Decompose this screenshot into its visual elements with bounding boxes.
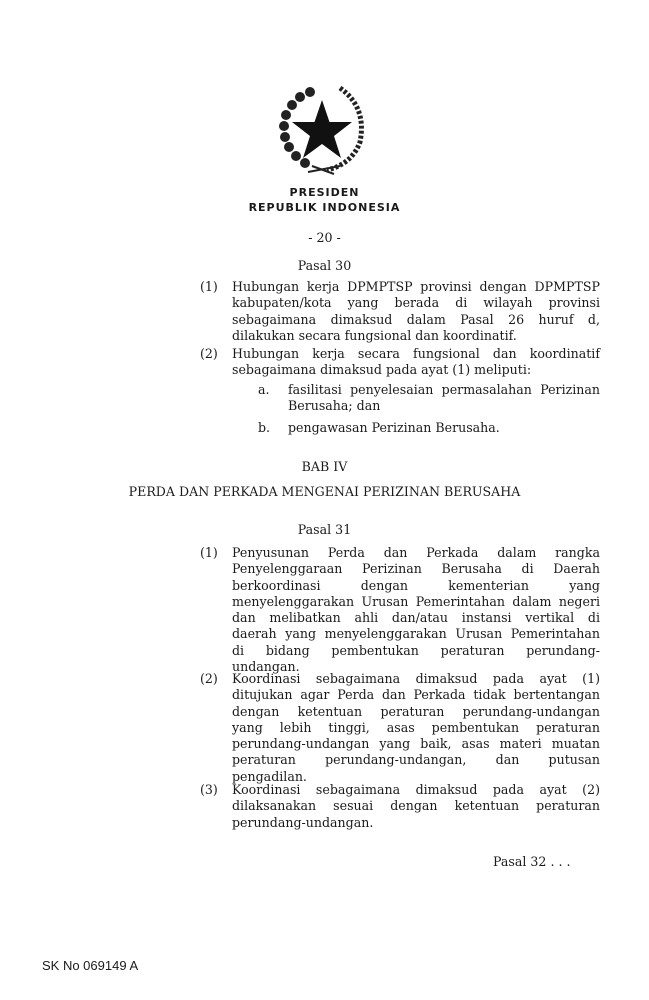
sub-item-letter: a.	[258, 382, 270, 397]
ayat-text	[232, 279, 600, 344]
text-line: pengadilan.	[232, 768, 307, 784]
bab-subtitle: PERDA DAN PERKADA MENGENAI PERIZINAN BERUSAHA	[128, 484, 521, 499]
text-line: Penyusunan Perda dan Perkada dalam rangka	[232, 545, 600, 560]
text-line: undangan.	[232, 659, 300, 675]
ayat-number: (3)	[200, 782, 218, 797]
next-page-indicator: Pasal 32 . . .	[493, 854, 571, 869]
text-line: dan melibatkan ahli dan/atau instansi vertikal di	[232, 610, 600, 626]
text-line: perundang-undangan yang baik, asas materi muatan	[232, 736, 600, 752]
text-line: pengawasan Perizinan Berusaha.	[288, 420, 500, 435]
pasal-30-title: Pasal 30	[297, 258, 352, 273]
pasal-31-title: Pasal 31	[297, 522, 352, 537]
header-presiden: PRESIDEN	[289, 186, 360, 199]
text-line: ditujukan agar Perda dan Perkada tidak bertentangan	[232, 687, 600, 703]
sub-item-letter: b.	[258, 420, 271, 435]
text-line: Hubungan kerja secara fungsional dan koordinatif	[232, 346, 600, 361]
text-line: kabupaten/kota yang berada di wilayah provinsi	[232, 295, 600, 311]
ayat-number: (1)	[200, 545, 218, 560]
text-line: dengan ketentuan peraturan perundang-undangan	[232, 703, 600, 719]
text-line: yang lebih tinggi, asas pembentukan peraturan	[232, 719, 600, 735]
ayat-number: (2)	[200, 346, 218, 361]
ayat-text	[232, 671, 600, 785]
ayat-text	[232, 782, 600, 831]
footer-document-number: SK No 069149 A	[42, 958, 139, 973]
ayat-text	[232, 545, 600, 675]
text-line: sebagaimana dimaksud dalam Pasal 26 huruf d,	[232, 311, 600, 327]
sub-item-text	[288, 382, 600, 415]
page-number: - 20 -	[308, 230, 341, 245]
ayat-number: (2)	[200, 671, 218, 686]
text-line: berkoordinasi dengan kementerian yang	[232, 577, 600, 593]
garuda-emblem-icon	[272, 82, 372, 182]
text-line: dilaksanakan sesuai dengan ketentuan peraturan	[232, 798, 600, 814]
ayat-text	[232, 346, 600, 379]
text-line: sebagaimana dimaksud pada ayat (1) meliputi:	[232, 362, 532, 378]
sub-item-text	[288, 420, 600, 436]
text-line: di bidang pembentukan peraturan perundang-	[232, 642, 600, 658]
text-line: menyelenggarakan Urusan Pemerintahan dalam negeri	[232, 593, 600, 609]
text-line: fasilitasi penyelesaian permasalahan Perizinan	[288, 382, 600, 397]
text-line: Koordinasi sebagaimana dimaksud pada ayat (2)	[232, 782, 600, 797]
text-line: dilakukan secara fungsional dan koordinatif.	[232, 327, 517, 343]
text-line: Koordinasi sebagaimana dimaksud pada ayat (1)	[232, 671, 600, 686]
header-republik-indonesia: REPUBLIK INDONESIA	[248, 201, 401, 214]
text-line: daerah yang menyelenggarakan Urusan Pemerintahan	[232, 626, 600, 642]
text-line: perundang-undangan.	[232, 814, 374, 830]
bab-title: BAB IV	[301, 459, 348, 474]
ayat-number: (1)	[200, 279, 218, 294]
text-line: peraturan perundang-undangan, dan putusan	[232, 752, 600, 768]
text-line: Berusaha; dan	[288, 398, 381, 414]
text-line: Penyelenggaraan Perizinan Berusaha di Daerah	[232, 561, 600, 577]
text-line: Hubungan kerja DPMPTSP provinsi dengan DPMPTSP	[232, 279, 600, 294]
